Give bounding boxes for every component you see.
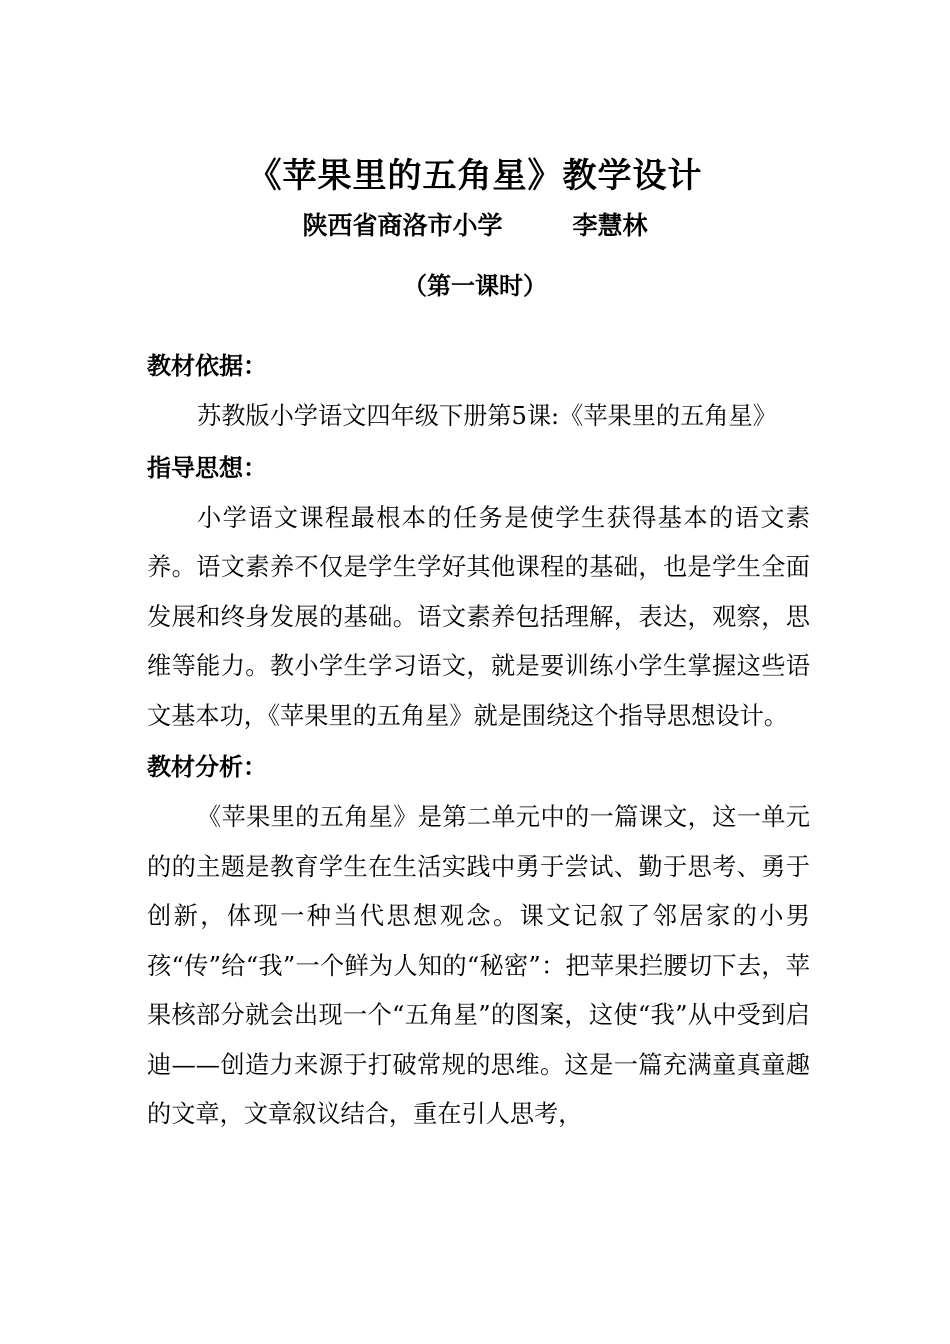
section-paragraph-guiding-idea: 小学语文课程最根本的任务是使学生获得基本的语文素养。语文素养不仅是学生学好其他课程的基础，也是学生全面发展和终身发展的基础。语文素养包括理解，表达，观察，思维等能力。教小学生学习语文，就是要训练小学生掌握这些语文基本功，《苹果里的五角星》就是围绕这个指导思想设计。 <box>147 503 810 730</box>
author-name: 李慧林 <box>572 211 648 240</box>
section-paragraph-material-analysis: 《苹果里的五角星》是第二单元中的一篇课文，这一单元的的主题是教育学生在生活实践中勇于尝试、勤于思考、勇于创新，体现一种当代思想观念。课文记叙了邻居家的小男孩“传”给“我”一个鲜为人知的“秘密”：把苹果拦腰切下去，苹果核部分就会出现一个“五角星”的图案，这使“我”从中受到启迪——创造力来源于打破常规的思维。这是一篇充满童真童趣的文章，文章叙议结合，重在引人思考， <box>147 803 810 1128</box>
section-paragraph-material-basis: 苏教版小学语文四年级下册第5课:《苹果里的五角星》 <box>197 402 777 430</box>
lesson-label: （第一课时） <box>403 272 547 300</box>
section-heading-material-analysis: 教材分析： <box>147 753 267 781</box>
author-school: 陕西省商洛市小学 <box>302 211 503 240</box>
section-heading-material-basis: 教材依据： <box>147 352 267 380</box>
author-line <box>0 204 950 248</box>
document-title: 《苹果里的五角星》教学设计 <box>247 156 703 196</box>
section-heading-guiding-idea: 指导思想： <box>147 453 267 482</box>
document-body <box>147 340 810 1140</box>
